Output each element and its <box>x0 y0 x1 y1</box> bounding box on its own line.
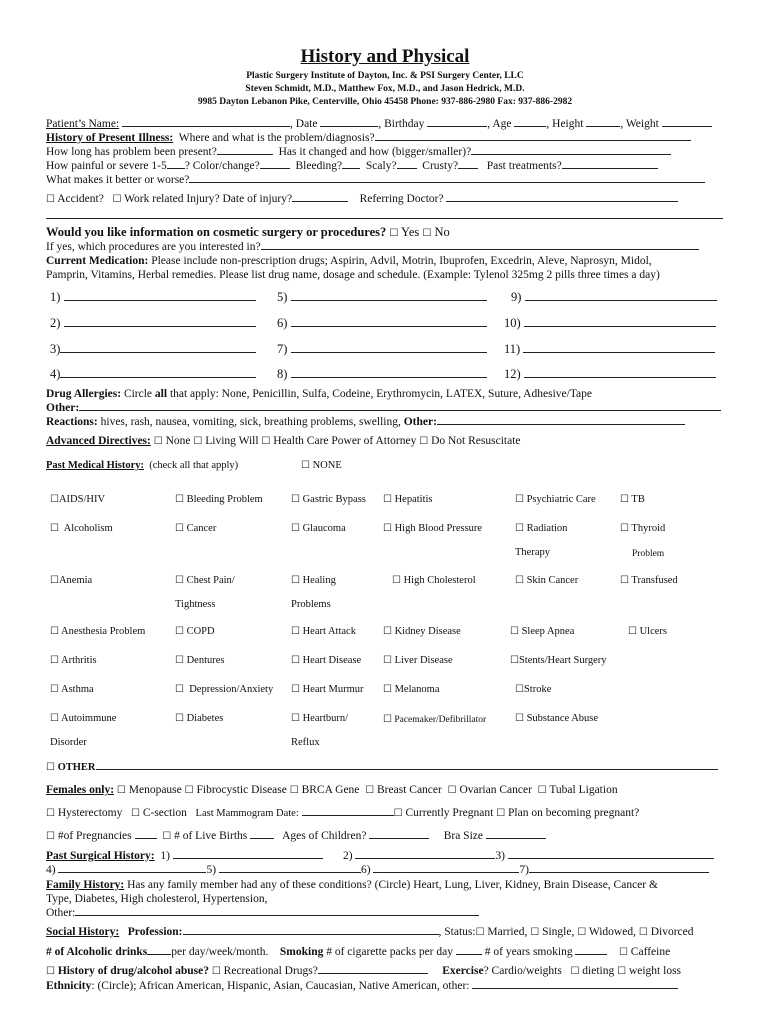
pmh-transfused: Transfused <box>631 575 678 586</box>
directive-checkbox[interactable]: ☐ <box>153 436 163 447</box>
drug-abuse-label: History of drug/alcohol abuse? <box>57 965 209 977</box>
family-conditions-cont: Type, Diabetes, High cholesterol, Hypertension, <box>46 893 268 905</box>
pmh-radiation-cont: Therapy <box>515 547 550 558</box>
cosmetic-question: Would you like information on cosmetic surgery or procedures? <box>46 225 387 239</box>
pmh-copd: COPD <box>186 626 215 637</box>
cosmetic-no-label: No <box>434 225 450 239</box>
changed-field[interactable] <box>471 145 671 155</box>
family-label: Family History: <box>46 879 125 891</box>
accident-checkbox[interactable]: ☐ <box>46 194 55 205</box>
years-field[interactable] <box>575 945 607 955</box>
bleeding-label: Bleeding? <box>295 160 343 172</box>
med-num: 5) <box>277 290 288 304</box>
med-field[interactable] <box>64 317 256 327</box>
pmh-checkbox[interactable]: ☐ <box>175 523 184 534</box>
pmh-aids: AIDS/HIV <box>58 494 106 505</box>
pmh-checkbox[interactable]: ☐ <box>515 575 524 586</box>
pmh-checkbox[interactable]: ☐ <box>383 684 392 695</box>
pmh-depression: Depression/Anxiety <box>189 684 274 695</box>
dieting-checkbox[interactable]: ☐ <box>570 966 580 977</box>
pmh-checkbox[interactable]: ☐ <box>628 626 637 637</box>
female-checkbox[interactable]: ☐ <box>46 808 55 819</box>
pmh-heartburn-cont: Reflux <box>291 737 320 748</box>
pmh-checkbox[interactable]: ☐ <box>291 523 300 534</box>
surgery-field[interactable] <box>173 849 323 859</box>
pmh-checkbox[interactable]: ☐ <box>50 655 59 666</box>
weight-loss-checkbox[interactable]: ☐ <box>617 966 627 977</box>
surgery-num: 6) <box>360 864 371 876</box>
pmh-checkbox[interactable]: ☐ <box>50 575 59 586</box>
pmh-checkbox[interactable]: ☐ <box>50 494 59 505</box>
bra-field[interactable] <box>486 829 546 839</box>
pmh-checkbox[interactable]: ☐ <box>175 494 184 505</box>
age-field[interactable] <box>514 117 546 127</box>
pmh-pacemaker: Pacemaker/Defibrillator <box>394 715 487 725</box>
pregnancies-field[interactable] <box>135 829 157 839</box>
pmh-checkbox[interactable]: ☐ <box>383 494 392 505</box>
pmh-ulcers: Ulcers <box>639 626 667 637</box>
surgery-num: 5) <box>206 864 217 876</box>
pmh-other-field[interactable] <box>96 760 718 770</box>
pregnant-checkbox[interactable]: ☐ <box>393 808 403 819</box>
color-label: ? Color/change? <box>184 160 260 172</box>
med-field[interactable] <box>60 343 256 353</box>
med-num: 3) <box>50 342 61 356</box>
accident-label: Accident? <box>57 193 104 205</box>
pmh-radiation: Radiation <box>526 523 568 534</box>
medication-label: Current Medication: <box>46 255 149 267</box>
pmh-sleep: Sleep Apnea <box>521 626 575 637</box>
surgery-field[interactable] <box>508 849 714 859</box>
med-num: 4) <box>50 367 61 381</box>
divider <box>46 218 723 219</box>
height-field[interactable] <box>586 117 620 127</box>
pmh-none-checkbox[interactable]: ☐ <box>301 460 310 471</box>
pmh-checkbox[interactable]: ☐ <box>50 626 59 637</box>
pmh-thyroid-cont: Problem <box>632 549 665 559</box>
female-checkbox[interactable]: ☐ <box>365 785 375 796</box>
directive-none: None <box>165 435 191 447</box>
children-field[interactable] <box>369 829 429 839</box>
med-field[interactable] <box>523 343 715 353</box>
status-single: Single, <box>542 926 575 938</box>
pmh-heartburn: Heartburn/ <box>302 713 349 724</box>
med-field[interactable] <box>64 291 256 301</box>
procedures-field[interactable] <box>261 240 699 250</box>
ethnicity-options: : (Circle); African American, Hispanic, Asian, Caucasian, Native American, other: <box>91 980 470 992</box>
pmh-dentures: Dentures <box>186 655 225 666</box>
scaly-field[interactable] <box>397 159 417 169</box>
alcohol-label: # of Alcoholic drinks <box>46 946 148 958</box>
patient-name-label: Patient’s Name: <box>46 118 120 130</box>
pregnancies-label: #of Pregnancies <box>57 830 132 842</box>
profession-label: Profession: <box>127 926 183 938</box>
med-field[interactable] <box>524 317 716 327</box>
allergies-options: that apply: None, Penicillin, Sulfa, Codeine, Erythromycin, LATEX, Suture, Adhesive/Tape <box>169 388 592 400</box>
pmh-checkbox[interactable]: ☐ <box>175 575 184 586</box>
recreational-checkbox[interactable]: ☐ <box>211 966 221 977</box>
pmh-checkbox[interactable]: ☐ <box>515 713 524 724</box>
pmh-glaucoma: Glaucoma <box>302 523 346 534</box>
med-field[interactable] <box>291 317 487 327</box>
pmh-autoimmune: Autoimmune <box>61 713 117 724</box>
drug-abuse-checkbox[interactable]: ☐ <box>46 966 55 977</box>
physicians-line: Steven Schmidt, M.D., Matthew Fox, M.D., and Jason Hedrick, M.D. <box>245 84 525 94</box>
allergies-label: Drug Allergies: <box>46 388 122 400</box>
reactions-other-field[interactable] <box>437 415 685 425</box>
weight-label: , Weight <box>620 118 659 130</box>
family-other-label: Other: <box>46 907 76 919</box>
reactions-label: Reactions: <box>46 416 98 428</box>
family-other-field[interactable] <box>75 906 479 916</box>
pmh-thyroid: Thyroid <box>631 523 666 534</box>
med-num: 2) <box>50 316 61 330</box>
pmh-checkbox[interactable]: ☐ <box>291 684 300 695</box>
surgery-num: 7) <box>519 864 529 876</box>
pmh-chest-cont: Tightness <box>175 599 216 610</box>
pmh-anemia: Anemia <box>58 575 93 586</box>
surgery-num: 1) <box>160 850 170 862</box>
cosmetic-yes-label: Yes <box>401 225 420 239</box>
pmh-checkbox[interactable]: ☐ <box>291 575 300 586</box>
diagnosis-field[interactable] <box>375 131 691 141</box>
pmh-checkbox[interactable]: ☐ <box>175 713 184 724</box>
pmh-checkbox[interactable]: ☐ <box>383 714 392 725</box>
pmh-checkbox[interactable]: ☐ <box>383 626 392 637</box>
status-checkbox[interactable]: ☐ <box>577 927 587 938</box>
female-brca: BRCA Gene <box>301 784 360 796</box>
female-checkbox[interactable]: ☐ <box>184 785 194 796</box>
pmh-stroke: Stroke <box>523 684 552 695</box>
surgery-field[interactable] <box>58 863 206 873</box>
pmh-checkbox[interactable]: ☐ <box>620 523 629 534</box>
status-divorced: Divorced <box>650 926 694 938</box>
pmh-psych: Psychiatric Care <box>526 494 596 505</box>
directive-poa: Health Care Power of Attorney <box>273 435 417 447</box>
pmh-arthritis: Arthritis <box>61 655 97 666</box>
allergies-circle: Circle <box>123 388 153 400</box>
pmh-gastric: Gastric Bypass <box>302 494 366 505</box>
female-checkbox[interactable]: ☐ <box>447 785 457 796</box>
referring-label: Referring Doctor? <box>359 193 444 205</box>
pregnancies-checkbox[interactable]: ☐ <box>46 831 55 842</box>
recreational-field[interactable] <box>318 964 428 974</box>
med-num: 8) <box>277 367 288 381</box>
pmh-checkbox[interactable]: ☐ <box>620 575 629 586</box>
weight-loss-label: weight loss <box>628 965 682 977</box>
bleeding-field[interactable] <box>342 159 360 169</box>
cosmetic-yes-checkbox[interactable]: ☐ <box>389 228 399 239</box>
pmh-checkbox[interactable]: ☐ <box>383 523 392 534</box>
pmh-checkbox[interactable]: ☐ <box>175 626 184 637</box>
caffeine-label: Caffeine <box>630 946 671 958</box>
pain-field[interactable] <box>167 159 185 169</box>
crusty-field[interactable] <box>458 159 478 169</box>
crusty-label: Crusty? <box>422 160 459 172</box>
work-injury-label: Work related Injury? Date of injury? <box>124 193 293 205</box>
cosmetic-no-checkbox[interactable]: ☐ <box>422 228 432 239</box>
med-num: 9) <box>511 290 522 304</box>
med-field[interactable] <box>291 368 487 378</box>
female-tubal: Tubal Ligation <box>549 784 618 796</box>
social-label: Social History: <box>46 926 120 938</box>
surgery-field[interactable] <box>529 863 709 873</box>
pmh-cancer: Cancer <box>186 523 217 534</box>
med-field[interactable] <box>525 291 717 301</box>
female-breast-cancer: Breast Cancer <box>377 784 442 796</box>
practice-name: Plastic Surgery Institute of Dayton, Inc. & PSI Surgery Center, LLC <box>246 71 524 81</box>
ethnicity-other-field[interactable] <box>472 979 678 989</box>
directive-living-will: Living Will <box>205 435 259 447</box>
plan-pregnant-checkbox[interactable]: ☐ <box>496 808 506 819</box>
pmh-diabetes: Diabetes <box>186 713 224 724</box>
pmh-instruction: (check all that apply) <box>149 460 239 471</box>
pmh-chest: Chest Pain/ <box>186 575 235 586</box>
reactions-options: hives, rash, nausea, vomiting, sick, breathing problems, swelling, <box>100 416 401 428</box>
scaly-label: Scaly? <box>365 160 397 172</box>
med-field[interactable] <box>291 291 487 301</box>
female-plan-pregnant: Plan on becoming pregnant? <box>508 807 640 819</box>
pmh-healing-cont: Problems <box>291 599 331 610</box>
surgery-num: 3) <box>495 850 506 862</box>
pmh-checkbox[interactable]: ☐ <box>291 655 300 666</box>
pmh-none-label: NONE <box>312 460 342 471</box>
pmh-stents: Stents/Heart Surgery <box>518 655 607 666</box>
packs-label: # of cigarette packs per day <box>326 946 453 958</box>
pmh-kidney: Kidney Disease <box>394 626 461 637</box>
status-widowed: Widowed, <box>588 926 636 938</box>
female-ovarian: Ovarian Cancer <box>459 784 532 796</box>
date-label: , Date <box>290 118 318 130</box>
pmh-heart-disease: Heart Disease <box>302 655 362 666</box>
pmh-other-label: OTHER <box>57 762 96 773</box>
pmh-checkbox[interactable]: ☐ <box>291 494 300 505</box>
years-label: # of years smoking <box>484 946 573 958</box>
pmh-checkbox[interactable]: ☐ <box>50 713 59 724</box>
alcohol-period: per day/week/month. <box>171 946 269 958</box>
pmh-label: Past Medical History: <box>46 460 144 471</box>
children-label: Ages of Children? <box>282 830 367 842</box>
female-pregnant: Currently Pregnant <box>405 807 494 819</box>
pmh-checkbox[interactable]: ☐ <box>392 575 401 586</box>
pmh-heart-attack: Heart Attack <box>302 626 356 637</box>
pmh-checkbox[interactable]: ☐ <box>175 684 184 695</box>
pmh-checkbox[interactable]: ☐ <box>620 494 629 505</box>
pmh-hbp: High Blood Pressure <box>394 523 483 534</box>
dieting-label: dieting <box>582 965 615 977</box>
exercise-label: Exercise <box>442 965 484 977</box>
allergies-other-label: Other: <box>46 402 80 414</box>
birthday-field[interactable] <box>427 117 487 127</box>
pmh-other-checkbox[interactable]: ☐ <box>46 762 55 773</box>
medication-instructions: Please include non-prescription drugs; Aspirin, Advil, Motrin, Ibuprofen, Excedrin, Aleve, Naprosyn, Midol, <box>151 255 652 267</box>
female-csection: C-section <box>142 807 187 819</box>
pmh-tb: TB <box>631 494 645 505</box>
changed-label: Has it changed and how (bigger/smaller)? <box>278 146 472 158</box>
family-conditions: Has any family member had any of these conditions? (Circle) Heart, Lung, Liver, Kidney, Brain Disease, Cancer & <box>127 879 658 891</box>
pmh-skin: Skin Cancer <box>526 575 579 586</box>
smoking-label: Smoking <box>279 946 324 958</box>
pain-label: How painful or severe 1-5 <box>46 160 167 172</box>
ethnicity-label: Ethnicity <box>46 980 92 992</box>
surgery-field[interactable] <box>373 863 519 873</box>
profession-field[interactable] <box>183 925 439 935</box>
birthday-label: , Birthday <box>378 118 425 130</box>
births-field[interactable] <box>250 829 274 839</box>
allergies-all: all <box>154 388 168 400</box>
height-label: , Height <box>546 118 584 130</box>
pmh-checkbox[interactable]: ☐ <box>510 655 519 666</box>
patient-name-field[interactable] <box>122 117 290 127</box>
treatments-label: Past treatments? <box>486 160 562 172</box>
pmh-healing: Healing <box>302 575 336 586</box>
pmh-substance: Substance Abuse <box>526 713 599 724</box>
surgery-num: 2) <box>342 850 353 862</box>
pmh-checkbox[interactable]: ☐ <box>50 684 59 695</box>
pmh-alcoholism: Alcoholism <box>63 523 113 534</box>
med-num: 7) <box>277 342 288 356</box>
referring-field[interactable] <box>446 192 678 202</box>
duration-field[interactable] <box>217 145 273 155</box>
better-worse-field[interactable] <box>189 173 705 183</box>
surgery-field[interactable] <box>219 863 361 873</box>
form-title: History and Physical <box>300 46 470 67</box>
pmh-murmur: Heart Murmur <box>302 684 364 695</box>
med-field[interactable] <box>291 343 487 353</box>
pmh-hepatitis: Hepatitis <box>394 494 433 505</box>
female-checkbox[interactable]: ☐ <box>116 785 126 796</box>
hpi-q1-label: Where and what is the problem/diagnosis? <box>178 132 375 144</box>
medication-example: Pamprin, Vitamins, Herbal remedies. Please list drug name, dosage and schedule. (Example: Tylenol 325mg 2 pills three times a day) <box>46 269 660 281</box>
status-checkbox[interactable]: ☐ <box>530 927 540 938</box>
med-num: 10) <box>504 316 521 330</box>
female-checkbox[interactable]: ☐ <box>537 785 547 796</box>
pmh-checkbox[interactable]: ☐ <box>175 655 184 666</box>
better-worse-label: What makes it better or worse? <box>46 174 190 186</box>
mammogram-field[interactable] <box>302 806 394 816</box>
female-checkbox[interactable]: ☐ <box>289 785 299 796</box>
treatments-field[interactable] <box>562 159 658 169</box>
bra-label: Bra Size <box>443 830 483 842</box>
alcohol-field[interactable] <box>147 945 171 955</box>
pmh-checkbox[interactable]: ☐ <box>515 523 524 534</box>
exercise-options: ? Cardio/weights <box>483 965 562 977</box>
pmh-liver: Liver Disease <box>394 655 453 666</box>
females-label: Females only: <box>46 784 115 796</box>
directive-dnr: Do Not Resuscitate <box>431 435 521 447</box>
med-num: 12) <box>504 367 521 381</box>
status-checkbox[interactable]: ☐ <box>638 927 648 938</box>
directive-checkbox[interactable]: ☐ <box>419 436 429 447</box>
pmh-autoimmune-cont: Disorder <box>50 737 87 748</box>
color-field[interactable] <box>260 159 290 169</box>
directive-checkbox[interactable]: ☐ <box>261 436 271 447</box>
surgical-label: Past Surgical History: <box>46 850 155 862</box>
pmh-checkbox[interactable]: ☐ <box>291 713 300 724</box>
pmh-checkbox[interactable]: ☐ <box>383 655 392 666</box>
pmh-checkbox[interactable]: ☐ <box>50 523 59 534</box>
med-field[interactable] <box>60 368 256 378</box>
mammogram-label: Last Mammogram Date: <box>195 808 299 819</box>
age-label: , Age <box>487 118 512 130</box>
pmh-checkbox[interactable]: ☐ <box>515 684 524 695</box>
pmh-asthma: Asthma <box>61 684 94 695</box>
work-injury-checkbox[interactable]: ☐ <box>112 194 122 205</box>
recreational-label: Recreational Drugs? <box>223 965 318 977</box>
reactions-other-label: Other: <box>403 416 437 428</box>
med-num: 1) <box>50 290 61 304</box>
directives-label: Advanced Directives: <box>46 435 151 447</box>
female-checkbox[interactable]: ☐ <box>130 808 140 819</box>
med-num: 6) <box>277 316 288 330</box>
births-label: # of Live Births <box>174 830 248 842</box>
pmh-checkbox[interactable]: ☐ <box>510 626 519 637</box>
status-checkbox[interactable]: ☐ <box>475 927 485 938</box>
packs-field[interactable] <box>456 945 482 955</box>
injury-date-field[interactable] <box>292 192 348 202</box>
duration-label: How long has problem been present? <box>46 146 217 158</box>
status-label: , Status: <box>438 926 476 938</box>
female-hysterectomy: Hysterectomy <box>57 807 123 819</box>
pmh-checkbox[interactable]: ☐ <box>515 494 524 505</box>
procedures-label: If yes, which procedures are you interested in? <box>46 241 261 253</box>
status-married: Married, <box>487 926 528 938</box>
med-num: 11) <box>504 342 521 356</box>
address-line: 9985 Dayton Lebanon Pike, Centerville, Ohio 45458 Phone: 937-886-2980 Fax: 937-886-2982 <box>197 97 573 107</box>
pmh-checkbox[interactable]: ☐ <box>291 626 300 637</box>
pmh-bleeding: Bleeding Problem <box>186 494 263 505</box>
pmh-melanoma: Melanoma <box>394 684 440 695</box>
allergies-other-field[interactable] <box>79 401 721 411</box>
surgery-num: 4) <box>46 864 56 876</box>
weight-field[interactable] <box>662 117 712 127</box>
pmh-cholesterol: High Cholesterol <box>403 575 476 586</box>
surgery-field[interactable] <box>355 849 495 859</box>
med-field[interactable] <box>524 368 716 378</box>
patient-info-row <box>46 117 712 131</box>
female-menopause: Menopause <box>128 784 182 796</box>
caffeine-checkbox[interactable]: ☐ <box>618 947 628 958</box>
female-fibrocystic: Fibrocystic Disease <box>196 784 287 796</box>
date-field[interactable] <box>320 117 378 127</box>
directive-checkbox[interactable]: ☐ <box>193 436 203 447</box>
hpi-label: History of Present Illness: <box>46 132 174 144</box>
pmh-anesthesia: Anesthesia Problem <box>61 626 146 637</box>
births-checkbox[interactable]: ☐ <box>162 831 172 842</box>
